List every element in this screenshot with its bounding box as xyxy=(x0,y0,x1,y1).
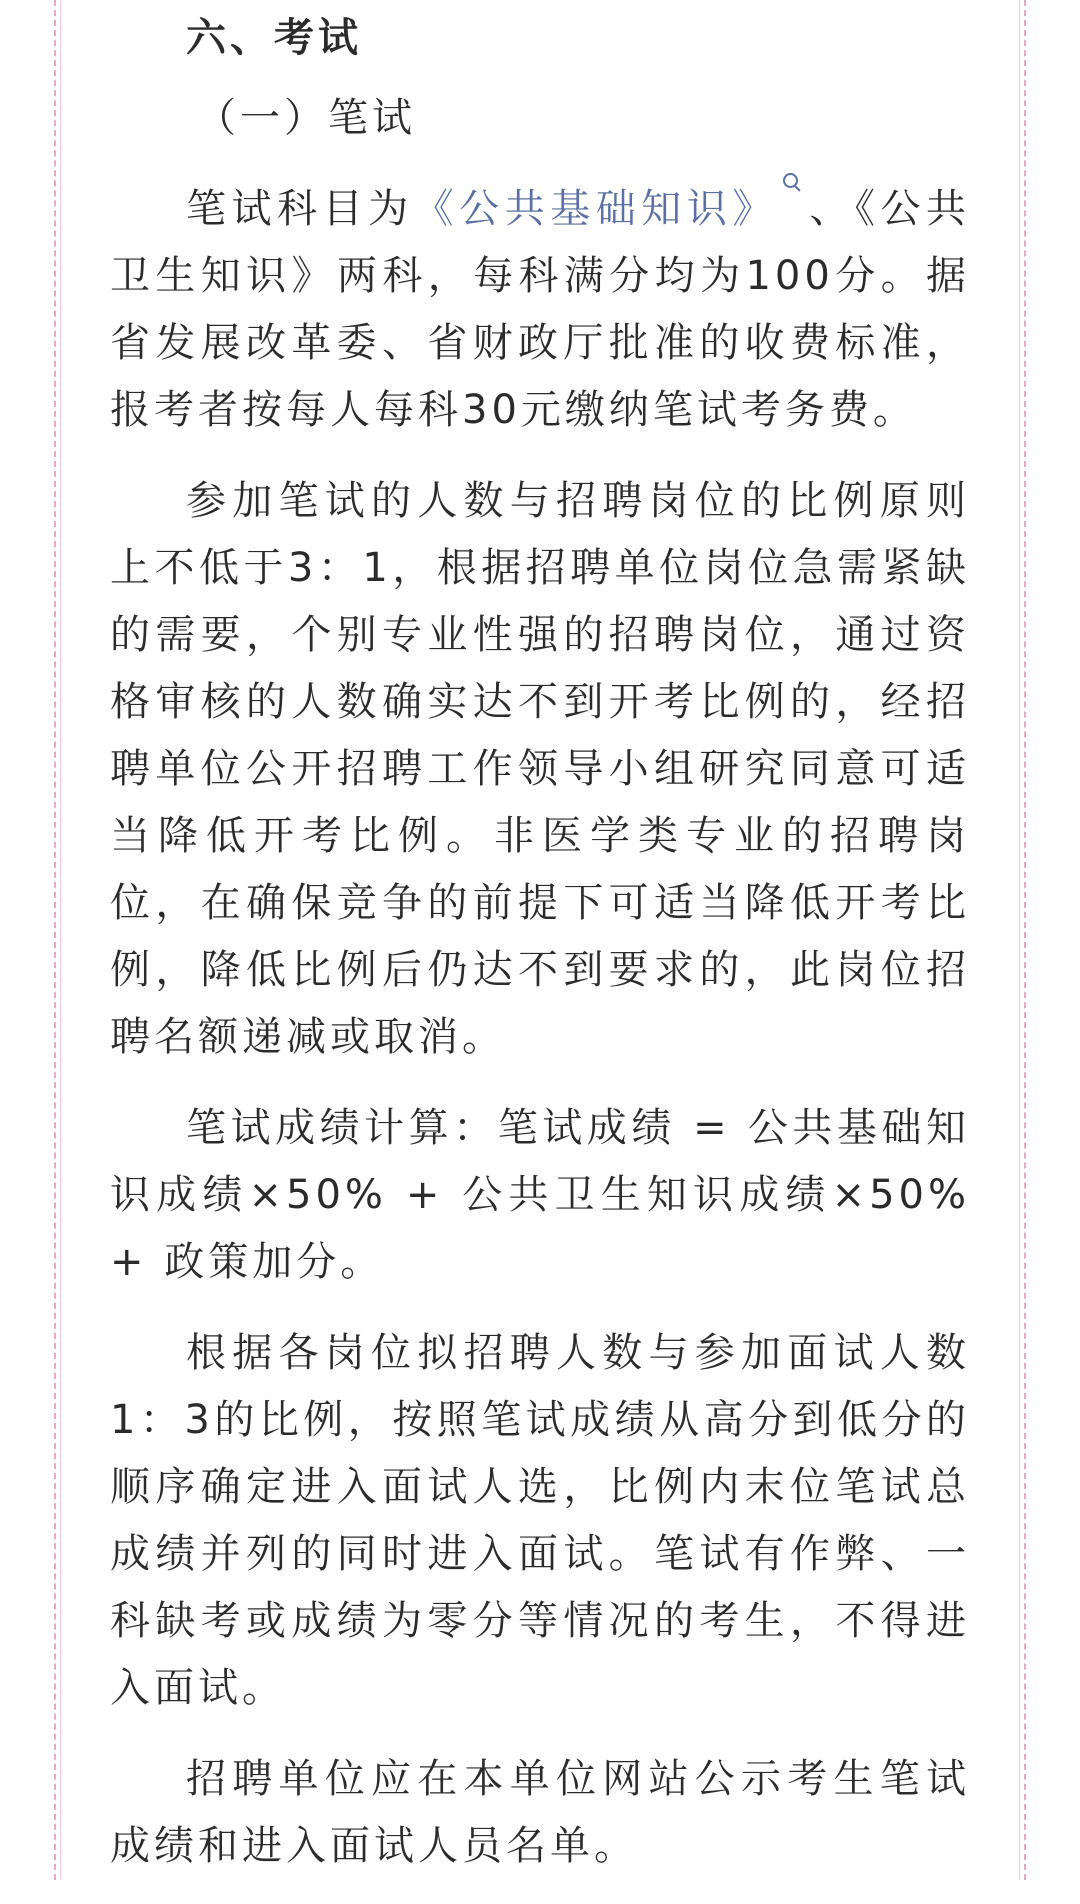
section-subtitle: （一）笔试 xyxy=(196,95,416,141)
paragraph-exam-subjects xyxy=(110,172,970,444)
paragraph-publication: 招聘单位应在本单位网站公示考生笔试成绩和进入面试人员名单。 xyxy=(110,1756,970,1869)
paragraph-interview-selection: 根据各岗位拟招聘人数与参加面试人数1：3的比例，按照笔试成绩从高分到低分的顺序确定进入面试人选，比例内末位笔试总成绩并列的同时进入面试。笔试有作弊、一科缺考或成绩为零分等情况的考生，不得进入面试。 xyxy=(110,1330,970,1711)
paragraph-score-formula: 笔试成绩计算：笔试成绩 = 公共基础知识成绩×50% + 公共卫生知识成绩×50% + 政策加分。 xyxy=(110,1105,970,1285)
border-left-solid xyxy=(60,0,61,1880)
knowledge-link[interactable]: 《公共基础知识》 xyxy=(413,186,778,232)
border-right-dashed xyxy=(1024,0,1026,1880)
paragraph-exam-ratio: 参加笔试的人数与招聘岗位的比例原则上不低于3：1，根据招聘单位岗位急需紧缺的需要，个别专业性强的招聘岗位，通过资格审核的人数确实达不到开考比例的，经招聘单位公开招聘工作领导小组研究同意可适当降低开考比例。非医学类专业的招聘岗位，在确保竞争的前提下可适当降低开考比例，降低比例后仍达不到要求的，此岗位招聘名额递减或取消。 xyxy=(110,478,970,1060)
paragraph-text: 、《公共卫生知识》两科，每科满分均为100分。据省发展改革委、省财政厅批准的收费标准，报考者按每人每科30元缴纳笔试考务费。 xyxy=(110,186,971,433)
section-title: 六、考试 xyxy=(186,15,362,61)
article-body xyxy=(110,8,970,1904)
border-left-dashed xyxy=(54,0,56,1880)
border-right-solid xyxy=(1019,0,1020,1880)
paragraph-text: 笔试科目为 xyxy=(186,186,414,232)
search-icon[interactable] xyxy=(782,172,802,194)
